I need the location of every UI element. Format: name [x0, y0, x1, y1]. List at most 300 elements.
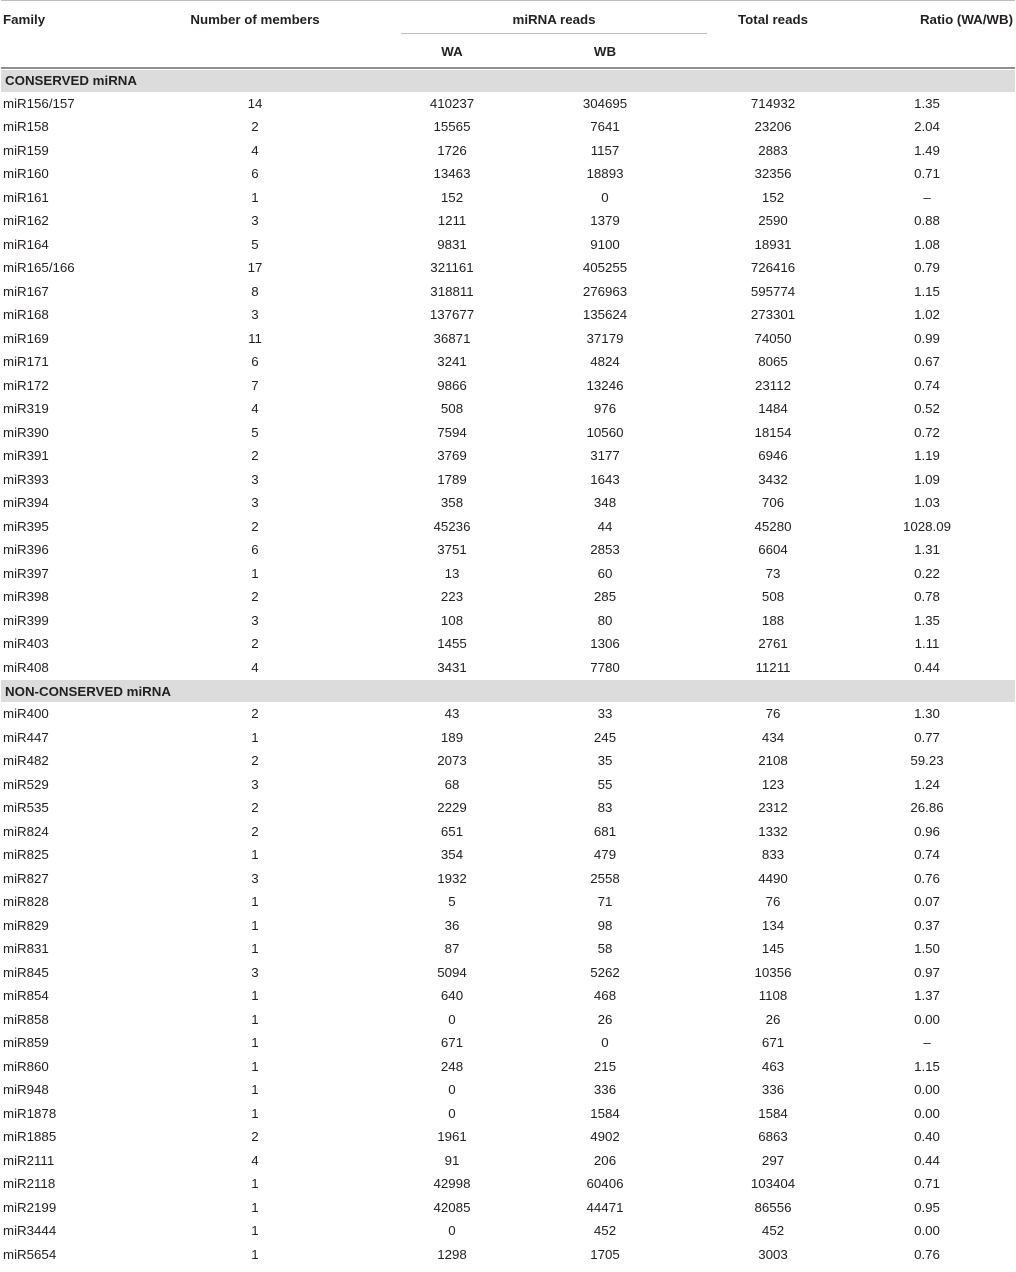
ratio-cell: – [923, 1035, 931, 1051]
total-cell: 833 [761, 847, 785, 863]
total-cell: 1108 [758, 988, 788, 1004]
wa-cell: 7594 [437, 424, 467, 440]
table-row [1, 491, 1015, 515]
table-row [1, 209, 1015, 233]
total-cell: 1584 [758, 1105, 788, 1121]
table-row [1, 256, 1015, 280]
wb-cell: 2558 [590, 870, 620, 886]
members-cell: 6 [251, 166, 259, 182]
ratio-cell: 0.07 [914, 894, 940, 910]
members-cell: 3 [251, 964, 259, 980]
total-cell: 2590 [758, 213, 788, 229]
wb-cell: 5262 [590, 964, 620, 980]
members-cell: 17 [247, 260, 263, 276]
family-cell: miR2118 [3, 1176, 56, 1192]
total-cell: 508 [761, 589, 785, 605]
table-row [1, 327, 1015, 351]
ratio-cell: 59.23 [910, 753, 944, 769]
ratio-cell: 1.11 [914, 636, 940, 652]
ratio-cell: 0.99 [914, 330, 940, 346]
members-cell: 2 [251, 706, 259, 722]
wb-cell: 304695 [582, 95, 628, 111]
wa-cell: 43 [444, 706, 460, 722]
members-cell: 1 [251, 1246, 259, 1262]
wb-cell: 55 [597, 776, 613, 792]
header-mirna-reads-label: miRNA reads [512, 12, 596, 27]
total-cell: 26 [765, 1011, 781, 1027]
wb-cell: 1584 [590, 1105, 620, 1121]
members-cell: 2 [251, 800, 259, 816]
header-wb: WB [503, 34, 707, 68]
wa-cell: 45236 [433, 518, 471, 534]
wb-cell: 4902 [590, 1129, 620, 1145]
members-cell: 4 [251, 142, 259, 158]
family-cell: miR167 [3, 283, 49, 299]
ratio-cell: 1.15 [914, 1058, 940, 1074]
members-cell: 4 [251, 659, 259, 675]
members-cell: 1 [251, 988, 259, 1004]
ratio-cell: 0.00 [914, 1082, 940, 1098]
ratio-cell: 0.76 [914, 1246, 940, 1262]
wb-cell: 336 [593, 1082, 617, 1098]
wa-cell: 1789 [437, 471, 467, 487]
family-cell: miR400 [3, 706, 49, 722]
wb-cell: 405255 [582, 260, 628, 276]
header-spacer [1, 34, 109, 68]
table-row [1, 303, 1015, 327]
family-cell: miR535 [3, 800, 49, 816]
total-cell: 145 [761, 941, 785, 957]
total-cell: 8065 [758, 354, 788, 370]
table-row [1, 1219, 1015, 1243]
family-cell: miR1878 [3, 1105, 57, 1121]
wa-cell: 3751 [437, 542, 467, 558]
wb-cell: 348 [593, 495, 617, 511]
ratio-cell: 0.95 [914, 1199, 940, 1215]
family-cell: miR824 [3, 823, 49, 839]
table-row [1, 1172, 1015, 1196]
members-cell: 1 [251, 1176, 259, 1192]
members-cell: 2 [251, 589, 259, 605]
members-cell: 8 [251, 283, 259, 299]
members-cell: 1 [251, 1035, 259, 1051]
wb-cell: 681 [593, 823, 617, 839]
wa-cell: 1211 [437, 213, 467, 229]
wb-cell: 1643 [590, 471, 620, 487]
total-cell: 23206 [754, 119, 792, 135]
wb-cell: 452 [593, 1223, 617, 1239]
ratio-cell: 0.40 [914, 1129, 940, 1145]
members-cell: 2 [251, 753, 259, 769]
members-cell: 1 [251, 1223, 259, 1239]
ratio-cell: 0.96 [914, 823, 940, 839]
wa-cell: 318811 [430, 283, 474, 299]
wa-cell: 108 [440, 612, 464, 628]
table-row [1, 1031, 1015, 1055]
ratio-cell: 0.00 [914, 1105, 940, 1121]
members-cell: 2 [251, 119, 259, 135]
table-row [1, 538, 1015, 562]
ratio-cell: 1.02 [914, 307, 940, 323]
members-cell: 1 [251, 941, 259, 957]
total-cell: 273301 [750, 307, 796, 323]
total-cell: 32356 [754, 166, 792, 182]
total-cell: 76 [765, 706, 781, 722]
family-cell: miR403 [3, 636, 49, 652]
family-cell: miR168 [3, 307, 49, 323]
members-cell: 1 [251, 1105, 259, 1121]
table-row [1, 656, 1015, 680]
ratio-cell: 0.79 [914, 260, 940, 276]
total-cell: 1332 [758, 823, 788, 839]
wb-cell: 13246 [586, 377, 624, 393]
family-cell: miR164 [3, 236, 49, 252]
section-title: NON-CONSERVED miRNA [1, 680, 1015, 702]
mirna-family-table [1, 0, 1015, 1266]
total-cell: 18931 [754, 236, 792, 252]
table-row [1, 820, 1015, 844]
total-cell: 714932 [750, 95, 796, 111]
ratio-cell: 1.35 [914, 612, 940, 628]
table-row [1, 867, 1015, 891]
wb-cell: 60 [597, 565, 613, 581]
header-spacer [707, 34, 839, 68]
family-cell: miR825 [3, 847, 49, 863]
ratio-cell: 1028.09 [902, 518, 952, 534]
wb-cell: 0 [601, 1035, 609, 1051]
members-cell: 1 [251, 1199, 259, 1215]
total-cell: 18154 [754, 424, 792, 440]
members-cell: 6 [251, 542, 259, 558]
family-cell: miR319 [3, 401, 49, 417]
wa-cell: 0 [448, 1011, 456, 1027]
ratio-cell: 0.74 [914, 377, 940, 393]
members-cell: 3 [251, 612, 259, 628]
members-cell: 6 [251, 354, 259, 370]
total-cell: 74050 [754, 330, 792, 346]
family-cell: miR447 [3, 729, 49, 745]
wb-cell: 58 [597, 941, 613, 957]
family-cell: miR169 [3, 330, 49, 346]
header-family: Family [1, 1, 109, 34]
ratio-cell: 1.50 [914, 941, 940, 957]
total-cell: 11211 [755, 659, 791, 675]
wb-cell: 276963 [582, 283, 628, 299]
wa-cell: 2073 [437, 753, 467, 769]
wa-cell: 137677 [429, 307, 475, 323]
ratio-cell: 0.44 [914, 1152, 940, 1168]
members-cell: 1 [251, 847, 259, 863]
table-row [1, 1078, 1015, 1102]
wa-cell: 223 [440, 589, 464, 605]
wb-cell: 479 [593, 847, 617, 863]
family-cell: miR408 [3, 659, 49, 675]
family-cell: miR5654 [3, 1246, 57, 1262]
members-cell: 7 [251, 377, 259, 393]
wa-cell: 68 [444, 776, 460, 792]
total-cell: 706 [761, 495, 785, 511]
members-cell: 3 [251, 776, 259, 792]
family-cell: miR858 [3, 1011, 49, 1027]
ratio-cell: 26.86 [910, 800, 944, 816]
wa-cell: 1298 [437, 1246, 467, 1262]
wa-cell: 1455 [437, 636, 467, 652]
ratio-cell: 1.30 [914, 706, 940, 722]
wa-cell: 508 [440, 401, 464, 417]
table-row [1, 421, 1015, 445]
family-cell: miR397 [3, 565, 49, 581]
members-cell: 14 [247, 95, 263, 111]
members-cell: 11 [248, 330, 262, 346]
ratio-cell: 0.22 [914, 565, 940, 581]
total-cell: 595774 [750, 283, 796, 299]
family-cell: miR529 [3, 776, 49, 792]
family-cell: miR827 [3, 870, 49, 886]
table-row [1, 374, 1015, 398]
family-cell: miR394 [3, 495, 49, 511]
ratio-cell: 1.31 [914, 542, 940, 558]
table-row [1, 1149, 1015, 1173]
wb-cell: 7641 [590, 119, 620, 135]
wa-cell: 1726 [437, 142, 467, 158]
wa-cell: 3241 [437, 354, 467, 370]
family-cell: miR2199 [3, 1199, 57, 1215]
wb-cell: 98 [597, 917, 613, 933]
total-cell: 726416 [750, 260, 796, 276]
total-cell: 45280 [754, 518, 792, 534]
total-cell: 188 [761, 612, 785, 628]
wa-cell: 0 [448, 1105, 456, 1121]
wb-cell: 468 [593, 988, 617, 1004]
wb-cell: 1705 [590, 1246, 620, 1262]
wb-cell: 9100 [590, 236, 620, 252]
members-cell: 5 [251, 236, 259, 252]
wb-cell: 4824 [590, 354, 620, 370]
ratio-cell: 0.88 [914, 213, 940, 229]
ratio-cell: 1.08 [914, 236, 940, 252]
wb-cell: 0 [601, 189, 609, 205]
wa-cell: 248 [440, 1058, 464, 1074]
table-row [1, 937, 1015, 961]
family-cell: miR393 [3, 471, 49, 487]
wa-cell: 87 [444, 941, 460, 957]
total-cell: 3432 [758, 471, 788, 487]
wb-cell: 33 [597, 706, 613, 722]
members-cell: 2 [251, 823, 259, 839]
family-cell: miR3444 [3, 1223, 57, 1239]
wa-cell: 1932 [437, 870, 467, 886]
total-cell: 2312 [758, 800, 788, 816]
wa-cell: 3431 [437, 659, 467, 675]
family-cell: miR390 [3, 424, 49, 440]
family-cell: miR156/157 [3, 95, 75, 111]
wb-cell: 44471 [586, 1199, 624, 1215]
table-header [1, 1, 1015, 68]
total-cell: 6946 [758, 448, 788, 464]
wa-cell: 354 [440, 847, 464, 863]
ratio-cell: 1.15 [914, 283, 940, 299]
table-row [1, 632, 1015, 656]
table-row [1, 233, 1015, 257]
members-cell: 1 [251, 189, 259, 205]
total-cell: 76 [765, 894, 781, 910]
table-body [1, 68, 1015, 1267]
members-cell: 5 [251, 424, 259, 440]
table-row [1, 702, 1015, 726]
family-cell: miR161 [3, 189, 49, 205]
family-cell: miR391 [3, 448, 49, 464]
wb-cell: 60406 [586, 1176, 624, 1192]
table-row [1, 92, 1015, 116]
table-row [1, 914, 1015, 938]
ratio-cell: 1.19 [914, 448, 940, 464]
wa-cell: 410237 [429, 95, 475, 111]
total-cell: 86556 [754, 1199, 792, 1215]
family-cell: miR829 [3, 917, 49, 933]
wb-cell: 245 [593, 729, 617, 745]
members-cell: 1 [251, 1058, 259, 1074]
total-cell: 452 [761, 1223, 785, 1239]
wb-cell: 2853 [590, 542, 620, 558]
ratio-cell: 0.37 [914, 917, 940, 933]
wb-cell: 37179 [586, 330, 624, 346]
table-row [1, 162, 1015, 186]
family-cell: miR171 [3, 354, 49, 370]
ratio-cell: 0.52 [914, 401, 940, 417]
ratio-cell: 1.09 [914, 471, 940, 487]
total-cell: 6604 [758, 542, 788, 558]
total-cell: 3003 [758, 1246, 788, 1262]
ratio-cell: – [923, 189, 931, 205]
wb-cell: 18893 [586, 166, 624, 182]
table-row [1, 515, 1015, 539]
total-cell: 297 [761, 1152, 785, 1168]
table-row [1, 186, 1015, 210]
wb-cell: 3177 [590, 448, 620, 464]
wa-cell: 3769 [437, 448, 467, 464]
ratio-cell: 0.00 [914, 1223, 940, 1239]
wb-cell: 26 [597, 1011, 613, 1027]
table-row [1, 280, 1015, 304]
table-row [1, 1055, 1015, 1079]
family-cell: miR165/166 [3, 260, 75, 276]
members-cell: 2 [251, 518, 259, 534]
total-cell: 152 [761, 189, 785, 205]
wa-cell: 651 [440, 823, 464, 839]
header-mirna-reads [401, 1, 707, 34]
table-row [1, 444, 1015, 468]
ratio-cell: 0.00 [914, 1011, 940, 1027]
family-cell: miR482 [3, 753, 49, 769]
total-cell: 134 [761, 917, 785, 933]
total-cell: 23112 [755, 377, 792, 393]
members-cell: 3 [251, 307, 259, 323]
total-cell: 434 [761, 729, 785, 745]
header-spacer [839, 34, 1015, 68]
members-cell: 3 [251, 213, 259, 229]
members-cell: 1 [251, 894, 259, 910]
members-cell: 2 [251, 636, 259, 652]
wb-cell: 7780 [590, 659, 620, 675]
members-cell: 2 [251, 1129, 259, 1145]
total-cell: 1484 [758, 401, 788, 417]
members-cell: 4 [251, 401, 259, 417]
wa-cell: 91 [444, 1152, 460, 1168]
ratio-cell: 0.44 [914, 659, 940, 675]
members-cell: 1 [251, 1011, 259, 1027]
members-cell: 1 [251, 565, 259, 581]
total-cell: 73 [765, 565, 781, 581]
wb-cell: 71 [597, 894, 613, 910]
table-row [1, 1008, 1015, 1032]
table-row [1, 585, 1015, 609]
members-cell: 1 [251, 729, 259, 745]
ratio-cell: 0.76 [914, 870, 940, 886]
wa-cell: 36871 [433, 330, 471, 346]
ratio-cell: 1.49 [914, 142, 940, 158]
wb-cell: 35 [597, 753, 613, 769]
family-cell: miR859 [3, 1035, 49, 1051]
table-row [1, 796, 1015, 820]
family-cell: miR396 [3, 542, 49, 558]
ratio-cell: 1.03 [914, 495, 940, 511]
table-row [1, 1243, 1015, 1267]
wa-cell: 358 [440, 495, 464, 511]
total-cell: 671 [761, 1035, 785, 1051]
header-wa: WA [401, 34, 503, 68]
family-cell: miR860 [3, 1058, 49, 1074]
total-cell: 463 [761, 1058, 785, 1074]
ratio-cell: 2.04 [914, 119, 940, 135]
header-ratio: Ratio (WA/WB) [839, 1, 1015, 34]
wa-cell: 36 [444, 917, 460, 933]
members-cell: 2 [251, 448, 259, 464]
ratio-cell: 0.97 [914, 964, 940, 980]
header-total-reads: Total reads [707, 1, 839, 34]
total-cell: 10356 [754, 964, 792, 980]
section-header-row [1, 680, 1015, 702]
wa-cell: 9866 [437, 377, 467, 393]
family-cell: miR158 [3, 119, 49, 135]
wa-cell: 5 [448, 894, 456, 910]
family-cell: miR398 [3, 589, 49, 605]
ratio-cell: 0.77 [914, 729, 940, 745]
family-cell: miR395 [3, 518, 49, 534]
family-cell: miR948 [3, 1082, 49, 1098]
members-cell: 1 [251, 917, 259, 933]
wb-cell: 135624 [582, 307, 628, 323]
wa-cell: 42998 [433, 1176, 471, 1192]
table-row [1, 1125, 1015, 1149]
wa-cell: 5094 [437, 964, 467, 980]
wb-cell: 215 [593, 1058, 617, 1074]
family-cell: miR831 [3, 941, 49, 957]
table-row [1, 1102, 1015, 1126]
wb-cell: 10560 [586, 424, 624, 440]
wa-cell: 13 [444, 565, 460, 581]
wa-cell: 0 [448, 1082, 456, 1098]
ratio-cell: 1.37 [914, 988, 940, 1004]
wa-cell: 640 [440, 988, 464, 1004]
ratio-cell: 0.78 [914, 589, 940, 605]
table-row [1, 468, 1015, 492]
wa-cell: 42085 [433, 1199, 471, 1215]
members-cell: 1 [251, 1082, 259, 1098]
header-members: Number of members [109, 1, 401, 34]
family-cell: miR162 [3, 213, 49, 229]
ratio-cell: 0.72 [914, 424, 940, 440]
table-row [1, 773, 1015, 797]
